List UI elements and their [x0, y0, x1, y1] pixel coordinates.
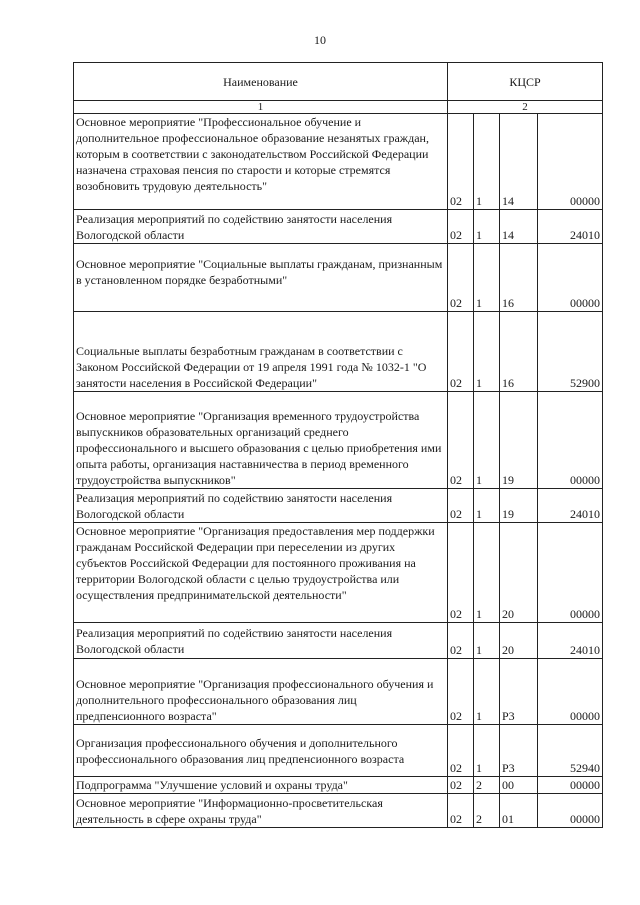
code-direction: 52940: [538, 725, 603, 777]
row-name: Основное мероприятие "Организация временного трудоустройства выпускников образовательных организаций среднего профессионального и высшего образования с целью приобретения ими опыта работы, организация наставничества в период временного трудоустройства выпускников": [74, 392, 448, 489]
code-direction: 24010: [538, 210, 603, 244]
row-name: Основное мероприятие "Профессиональное обучение и дополнительное профессиональное образование незанятых граждан, которым в соответствии с законодательством Российской Федерации назначена страховая пенсия по старости и которые стремятся возобновить трудовую деятельность": [74, 114, 448, 210]
table-row: [74, 312, 603, 392]
table-row: [74, 489, 603, 523]
row-name: Социальные выплаты безработным гражданам в соответствии с Законом Российской Федерации от 19 апреля 1991 года № 1032-1 "О занятости населения в Российской Федерации": [74, 312, 448, 392]
row-name: Основное мероприятие "Организация профессионального обучения и дополнительного профессионального образования лиц предпенсионного возраста": [74, 659, 448, 725]
code-program: 02: [448, 312, 474, 392]
row-name: Основное мероприятие "Организация предоставления мер поддержки гражданам Российской Федерации при переселении из других субъектов Российской Федерации для постоянного проживания на территории Вологодской области с целью трудоустройства или осуществления предпринимательской деятельности": [74, 523, 448, 623]
table-row: [74, 659, 603, 725]
code-event: P3: [500, 659, 538, 725]
table-row: [74, 392, 603, 489]
row-name: Основное мероприятие "Информационно-просветительская деятельность в сфере охраны труда": [74, 794, 448, 828]
code-event: 20: [500, 523, 538, 623]
code-program: 02: [448, 659, 474, 725]
code-direction: 00000: [538, 244, 603, 312]
code-program: 02: [448, 489, 474, 523]
code-event: 14: [500, 210, 538, 244]
code-subprogram: 1: [474, 623, 500, 659]
code-program: 02: [448, 244, 474, 312]
code-program: 02: [448, 725, 474, 777]
table-row: [74, 523, 603, 623]
code-subprogram: 1: [474, 725, 500, 777]
code-subprogram: 2: [474, 794, 500, 828]
page-number: 10: [314, 33, 326, 47]
row-name: Основное мероприятие "Социальные выплаты гражданам, признанным в установленном порядке безработными": [74, 244, 448, 312]
table-row: [74, 210, 603, 244]
code-program: 02: [448, 210, 474, 244]
code-subprogram: 1: [474, 489, 500, 523]
row-name: Подпрограмма "Улучшение условий и охраны труда": [74, 777, 448, 794]
table-row: [74, 114, 603, 210]
table-row: [74, 623, 603, 659]
header-row: [74, 63, 603, 101]
code-event: 16: [500, 312, 538, 392]
table-row: [74, 794, 603, 828]
code-program: 02: [448, 777, 474, 794]
code-direction: 24010: [538, 489, 603, 523]
table-row: [74, 777, 603, 794]
code-direction: 52900: [538, 312, 603, 392]
code-subprogram: 1: [474, 210, 500, 244]
code-event: 16: [500, 244, 538, 312]
code-direction: 00000: [538, 392, 603, 489]
code-direction: 00000: [538, 523, 603, 623]
row-name: Реализация мероприятий по содействию занятости населения Вологодской области: [74, 623, 448, 659]
code-direction: 00000: [538, 114, 603, 210]
code-event: 14: [500, 114, 538, 210]
code-program: 02: [448, 523, 474, 623]
row-name: Реализация мероприятий по содействию занятости населения Вологодской области: [74, 210, 448, 244]
code-event: 01: [500, 794, 538, 828]
column-number-1: 1: [74, 101, 448, 114]
code-event: 19: [500, 489, 538, 523]
code-program: 02: [448, 114, 474, 210]
code-event: 20: [500, 623, 538, 659]
code-event: P3: [500, 725, 538, 777]
code-subprogram: 1: [474, 312, 500, 392]
table-row: [74, 244, 603, 312]
code-subprogram: 1: [474, 114, 500, 210]
code-subprogram: 1: [474, 392, 500, 489]
column-number-2: 2: [448, 101, 603, 114]
code-program: 02: [448, 392, 474, 489]
code-subprogram: 1: [474, 523, 500, 623]
header-kcsr: КЦСР: [448, 63, 603, 101]
table-row: [74, 725, 603, 777]
header-name: Наименование: [74, 63, 448, 101]
kcsr-table: [73, 62, 603, 828]
code-program: 02: [448, 623, 474, 659]
code-direction: 00000: [538, 777, 603, 794]
row-name: Реализация мероприятий по содействию занятости населения Вологодской области: [74, 489, 448, 523]
code-program: 02: [448, 794, 474, 828]
code-direction: 00000: [538, 794, 603, 828]
code-event: 19: [500, 392, 538, 489]
code-subprogram: 1: [474, 659, 500, 725]
code-subprogram: 2: [474, 777, 500, 794]
code-subprogram: 1: [474, 244, 500, 312]
row-name: Организация профессионального обучения и дополнительного профессионального образования лиц предпенсионного возраста: [74, 725, 448, 777]
code-event: 00: [500, 777, 538, 794]
code-direction: 24010: [538, 623, 603, 659]
column-number-row: [74, 101, 603, 114]
code-direction: 00000: [538, 659, 603, 725]
